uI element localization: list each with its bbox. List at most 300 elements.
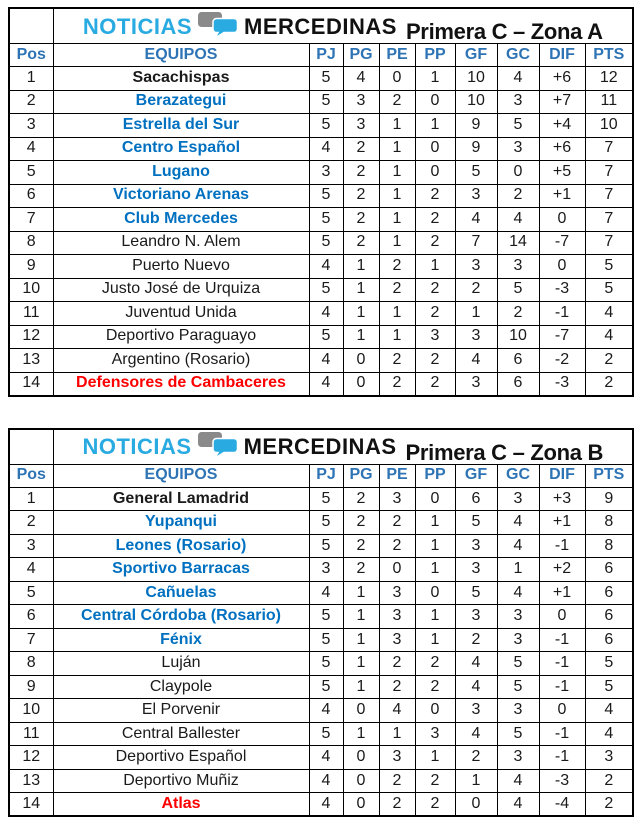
pts-cell: 6 xyxy=(585,628,633,652)
team-name-cell: General Lamadrid xyxy=(53,487,309,511)
pg-cell: 1 xyxy=(343,302,379,326)
pj-cell: 3 xyxy=(309,558,343,582)
pts-cell: 7 xyxy=(585,161,633,185)
pos-cell: 11 xyxy=(9,722,53,746)
gf-cell: 3 xyxy=(455,325,497,349)
standings-row xyxy=(9,67,633,91)
pg-cell: 1 xyxy=(343,581,379,605)
gc-cell: 1 xyxy=(497,558,539,582)
gf-cell: 3 xyxy=(455,699,497,723)
pp-cell: 1 xyxy=(415,67,455,91)
pp-cell: 1 xyxy=(415,534,455,558)
pg-cell: 1 xyxy=(343,325,379,349)
standings-row xyxy=(9,184,633,208)
mercedinas-wordmark: MERCEDINAS xyxy=(243,434,397,460)
standings-row xyxy=(9,349,633,373)
pp-cell: 0 xyxy=(415,90,455,114)
gf-cell: 10 xyxy=(455,90,497,114)
gc-cell: 4 xyxy=(497,793,539,817)
pj-cell: 5 xyxy=(309,722,343,746)
pos-cell: 6 xyxy=(9,605,53,629)
column-header-row xyxy=(9,44,633,67)
pe-cell: 1 xyxy=(379,161,415,185)
pts-cell: 2 xyxy=(585,349,633,373)
pj-cell: 4 xyxy=(309,769,343,793)
gc-cell: 6 xyxy=(497,349,539,373)
banner-row xyxy=(9,429,633,465)
pg-cell: 0 xyxy=(343,349,379,373)
gc-cell: 3 xyxy=(497,746,539,770)
gf-cell: 4 xyxy=(455,722,497,746)
gc-cell: 2 xyxy=(497,184,539,208)
pg-cell: 2 xyxy=(343,161,379,185)
noticias-wordmark: NOTICIAS xyxy=(82,13,193,39)
dif-cell: 0 xyxy=(539,208,585,232)
pp-cell: 1 xyxy=(415,114,455,138)
dif-cell: -3 xyxy=(539,372,585,396)
pts-cell: 2 xyxy=(585,769,633,793)
gf-cell: 3 xyxy=(455,255,497,279)
dif-cell: +2 xyxy=(539,558,585,582)
pts-cell: 11 xyxy=(585,90,633,114)
gc-cell: 5 xyxy=(497,675,539,699)
gc-cell: 3 xyxy=(497,487,539,511)
team-name-cell: Juventud Unida xyxy=(53,302,309,326)
gf-cell: 2 xyxy=(455,746,497,770)
pos-cell: 2 xyxy=(9,90,53,114)
team-name-cell: Justo José de Urquiza xyxy=(53,278,309,302)
column-header-row xyxy=(9,464,633,487)
dif-cell: 0 xyxy=(539,255,585,279)
dif-cell: -1 xyxy=(539,302,585,326)
standings-row xyxy=(9,372,633,396)
pts-cell: 12 xyxy=(585,67,633,91)
pos-cell: 12 xyxy=(9,325,53,349)
team-name-cell: Leandro N. Alem xyxy=(53,231,309,255)
banner-cell xyxy=(53,8,633,44)
banner-row xyxy=(9,8,633,44)
team-name-cell: Centro Español xyxy=(53,137,309,161)
column-header-team: EQUIPOS xyxy=(53,464,309,487)
news-logo xyxy=(83,11,397,42)
gc-cell: 10 xyxy=(497,325,539,349)
gc-cell: 0 xyxy=(497,161,539,185)
team-name-cell: Argentino (Rosario) xyxy=(53,349,309,373)
pj-cell: 5 xyxy=(309,231,343,255)
pts-cell: 5 xyxy=(585,675,633,699)
gf-cell: 4 xyxy=(455,208,497,232)
speech-bubbles-icon xyxy=(197,431,239,462)
pj-cell: 5 xyxy=(309,652,343,676)
pe-cell: 1 xyxy=(379,184,415,208)
banner-cell xyxy=(53,429,633,465)
pe-cell: 2 xyxy=(379,769,415,793)
column-header-pe: PE xyxy=(379,464,415,487)
pos-cell: 3 xyxy=(9,534,53,558)
pe-cell: 3 xyxy=(379,487,415,511)
pe-cell: 2 xyxy=(379,349,415,373)
pts-cell: 3 xyxy=(585,746,633,770)
pts-cell: 10 xyxy=(585,114,633,138)
pp-cell: 0 xyxy=(415,161,455,185)
team-name-cell: Central Ballester xyxy=(53,722,309,746)
zone-title: Primera C – Zona A xyxy=(405,19,603,44)
pos-cell: 1 xyxy=(9,67,53,91)
team-name-cell: Deportivo Español xyxy=(53,746,309,770)
pp-cell: 2 xyxy=(415,793,455,817)
team-name-cell: Claypole xyxy=(53,675,309,699)
gf-cell: 3 xyxy=(455,372,497,396)
pe-cell: 1 xyxy=(379,722,415,746)
pg-cell: 2 xyxy=(343,534,379,558)
column-header-pos: Pos xyxy=(9,464,53,487)
team-name-cell: Sacachispas xyxy=(53,67,309,91)
pg-cell: 2 xyxy=(343,208,379,232)
standings-row xyxy=(9,114,633,138)
pos-cell: 11 xyxy=(9,302,53,326)
pp-cell: 3 xyxy=(415,325,455,349)
team-name-cell: Central Córdoba (Rosario) xyxy=(53,605,309,629)
pts-cell: 6 xyxy=(585,558,633,582)
standings-row xyxy=(9,581,633,605)
pe-cell: 1 xyxy=(379,208,415,232)
pp-cell: 2 xyxy=(415,652,455,676)
dif-cell: -1 xyxy=(539,534,585,558)
pe-cell: 2 xyxy=(379,652,415,676)
pp-cell: 2 xyxy=(415,349,455,373)
dif-cell: -1 xyxy=(539,746,585,770)
team-name-cell: Fénix xyxy=(53,628,309,652)
gc-cell: 4 xyxy=(497,581,539,605)
pts-cell: 8 xyxy=(585,511,633,535)
dif-cell: -1 xyxy=(539,722,585,746)
gf-cell: 3 xyxy=(455,534,497,558)
gf-cell: 4 xyxy=(455,675,497,699)
pos-cell: 1 xyxy=(9,487,53,511)
dif-cell: -1 xyxy=(539,628,585,652)
dif-cell: -1 xyxy=(539,652,585,676)
team-name-cell: Atlas xyxy=(53,793,309,817)
gc-cell: 14 xyxy=(497,231,539,255)
standings-row xyxy=(9,278,633,302)
pts-cell: 5 xyxy=(585,278,633,302)
pts-cell: 4 xyxy=(585,699,633,723)
pe-cell: 2 xyxy=(379,675,415,699)
dif-cell: -3 xyxy=(539,769,585,793)
pg-cell: 2 xyxy=(343,511,379,535)
dif-cell: +7 xyxy=(539,90,585,114)
team-name-cell: Cañuelas xyxy=(53,581,309,605)
gc-cell: 2 xyxy=(497,302,539,326)
column-header-pp: PP xyxy=(415,44,455,67)
news-logo xyxy=(82,431,396,462)
pos-cell: 4 xyxy=(9,558,53,582)
zone-title: Primera C – Zona B xyxy=(405,439,604,465)
dif-cell: +1 xyxy=(539,511,585,535)
dif-cell: +5 xyxy=(539,161,585,185)
gc-cell: 3 xyxy=(497,90,539,114)
dif-cell: -2 xyxy=(539,349,585,373)
gc-cell: 3 xyxy=(497,137,539,161)
pg-cell: 0 xyxy=(343,793,379,817)
pe-cell: 0 xyxy=(379,67,415,91)
pos-cell: 9 xyxy=(9,255,53,279)
pg-cell: 3 xyxy=(343,114,379,138)
column-header-gf: GF xyxy=(455,464,497,487)
team-name-cell: Yupanqui xyxy=(53,511,309,535)
column-header-pts: PTS xyxy=(585,464,633,487)
pp-cell: 2 xyxy=(415,231,455,255)
gf-cell: 5 xyxy=(455,161,497,185)
column-header-pg: PG xyxy=(343,44,379,67)
pj-cell: 5 xyxy=(309,628,343,652)
pe-cell: 1 xyxy=(379,302,415,326)
pe-cell: 1 xyxy=(379,137,415,161)
dif-cell: +4 xyxy=(539,114,585,138)
gf-cell: 3 xyxy=(455,184,497,208)
standings-row xyxy=(9,302,633,326)
gf-cell: 1 xyxy=(455,302,497,326)
gc-cell: 3 xyxy=(497,699,539,723)
gf-cell: 4 xyxy=(455,652,497,676)
pts-cell: 8 xyxy=(585,534,633,558)
team-name-cell: Luján xyxy=(53,652,309,676)
pg-cell: 2 xyxy=(343,231,379,255)
pj-cell: 4 xyxy=(309,255,343,279)
pp-cell: 0 xyxy=(415,487,455,511)
pe-cell: 2 xyxy=(379,278,415,302)
standings-row xyxy=(9,137,633,161)
pts-cell: 5 xyxy=(585,652,633,676)
pp-cell: 1 xyxy=(415,746,455,770)
banner-corner-cell xyxy=(9,8,53,44)
gc-cell: 6 xyxy=(497,372,539,396)
pts-cell: 7 xyxy=(585,184,633,208)
pos-cell: 14 xyxy=(9,793,53,817)
team-name-cell: Berazategui xyxy=(53,90,309,114)
pp-cell: 1 xyxy=(415,558,455,582)
pos-cell: 2 xyxy=(9,511,53,535)
pg-cell: 1 xyxy=(343,722,379,746)
pe-cell: 0 xyxy=(379,558,415,582)
pts-cell: 4 xyxy=(585,302,633,326)
standings-row xyxy=(9,208,633,232)
team-name-cell: Puerto Nuevo xyxy=(53,255,309,279)
pe-cell: 2 xyxy=(379,372,415,396)
pp-cell: 2 xyxy=(415,278,455,302)
standings-row xyxy=(9,675,633,699)
standings-row xyxy=(9,534,633,558)
gc-cell: 4 xyxy=(497,769,539,793)
pos-cell: 9 xyxy=(9,675,53,699)
gc-cell: 4 xyxy=(497,67,539,91)
column-header-dif: DIF xyxy=(539,464,585,487)
pg-cell: 2 xyxy=(343,184,379,208)
team-name-cell: Deportivo Paraguayo xyxy=(53,325,309,349)
team-name-cell: Leones (Rosario) xyxy=(53,534,309,558)
pts-cell: 4 xyxy=(585,325,633,349)
pe-cell: 1 xyxy=(379,114,415,138)
pos-cell: 12 xyxy=(9,746,53,770)
standings-table-zona-a xyxy=(8,7,634,397)
pj-cell: 4 xyxy=(309,372,343,396)
pj-cell: 5 xyxy=(309,114,343,138)
pp-cell: 0 xyxy=(415,699,455,723)
pe-cell: 1 xyxy=(379,325,415,349)
dif-cell: +1 xyxy=(539,581,585,605)
pg-cell: 1 xyxy=(343,605,379,629)
pj-cell: 5 xyxy=(309,325,343,349)
pj-cell: 5 xyxy=(309,487,343,511)
pos-cell: 10 xyxy=(9,699,53,723)
pos-cell: 4 xyxy=(9,137,53,161)
pj-cell: 5 xyxy=(309,675,343,699)
pj-cell: 5 xyxy=(309,605,343,629)
gf-cell: 3 xyxy=(455,605,497,629)
pj-cell: 4 xyxy=(309,793,343,817)
pts-cell: 7 xyxy=(585,231,633,255)
standings-row xyxy=(9,746,633,770)
pp-cell: 2 xyxy=(415,372,455,396)
gf-cell: 5 xyxy=(455,581,497,605)
gc-cell: 5 xyxy=(497,652,539,676)
dif-cell: +6 xyxy=(539,67,585,91)
pg-cell: 0 xyxy=(343,746,379,770)
pj-cell: 5 xyxy=(309,278,343,302)
gf-cell: 3 xyxy=(455,558,497,582)
standings-row xyxy=(9,793,633,817)
dif-cell: -7 xyxy=(539,325,585,349)
team-name-cell: Estrella del Sur xyxy=(53,114,309,138)
standings-table-zona-b xyxy=(8,428,634,818)
mercedinas-wordmark: MERCEDINAS xyxy=(244,13,397,39)
pj-cell: 3 xyxy=(309,161,343,185)
pg-cell: 0 xyxy=(343,769,379,793)
gf-cell: 0 xyxy=(455,793,497,817)
pg-cell: 2 xyxy=(343,558,379,582)
gc-cell: 4 xyxy=(497,511,539,535)
pj-cell: 5 xyxy=(309,184,343,208)
gc-cell: 5 xyxy=(497,722,539,746)
column-header-pe: PE xyxy=(379,44,415,67)
pp-cell: 1 xyxy=(415,605,455,629)
gf-cell: 7 xyxy=(455,231,497,255)
team-name-cell: El Porvenir xyxy=(53,699,309,723)
pts-cell: 2 xyxy=(585,372,633,396)
pos-cell: 10 xyxy=(9,278,53,302)
dif-cell: -4 xyxy=(539,793,585,817)
standings-row xyxy=(9,628,633,652)
standings-row xyxy=(9,90,633,114)
gf-cell: 9 xyxy=(455,137,497,161)
team-name-cell: Club Mercedes xyxy=(53,208,309,232)
pp-cell: 3 xyxy=(415,722,455,746)
standings-row xyxy=(9,487,633,511)
pe-cell: 3 xyxy=(379,605,415,629)
pp-cell: 2 xyxy=(415,769,455,793)
pos-cell: 8 xyxy=(9,231,53,255)
pos-cell: 13 xyxy=(9,349,53,373)
team-name-cell: Sportivo Barracas xyxy=(53,558,309,582)
dif-cell: +1 xyxy=(539,184,585,208)
standings-row xyxy=(9,255,633,279)
standings-row xyxy=(9,161,633,185)
pg-cell: 4 xyxy=(343,67,379,91)
pg-cell: 2 xyxy=(343,137,379,161)
dif-cell: -1 xyxy=(539,675,585,699)
gc-cell: 3 xyxy=(497,628,539,652)
pg-cell: 0 xyxy=(343,372,379,396)
pos-cell: 5 xyxy=(9,161,53,185)
pg-cell: 2 xyxy=(343,487,379,511)
gf-cell: 6 xyxy=(455,487,497,511)
pp-cell: 2 xyxy=(415,675,455,699)
pe-cell: 2 xyxy=(379,511,415,535)
pg-cell: 0 xyxy=(343,699,379,723)
pp-cell: 1 xyxy=(415,255,455,279)
pts-cell: 2 xyxy=(585,793,633,817)
pp-cell: 2 xyxy=(415,208,455,232)
banner-corner-cell xyxy=(9,429,53,465)
standings-row xyxy=(9,231,633,255)
pos-cell: 8 xyxy=(9,652,53,676)
standings-row xyxy=(9,605,633,629)
dif-cell: -3 xyxy=(539,278,585,302)
pe-cell: 3 xyxy=(379,581,415,605)
pp-cell: 2 xyxy=(415,184,455,208)
pts-cell: 4 xyxy=(585,722,633,746)
pe-cell: 2 xyxy=(379,793,415,817)
column-header-team: EQUIPOS xyxy=(53,44,309,67)
pj-cell: 4 xyxy=(309,746,343,770)
pts-cell: 5 xyxy=(585,255,633,279)
pg-cell: 1 xyxy=(343,628,379,652)
gc-cell: 5 xyxy=(497,278,539,302)
pp-cell: 0 xyxy=(415,581,455,605)
gc-cell: 3 xyxy=(497,605,539,629)
pj-cell: 4 xyxy=(309,349,343,373)
dif-cell: +3 xyxy=(539,487,585,511)
pg-cell: 3 xyxy=(343,90,379,114)
column-header-gc: GC xyxy=(497,44,539,67)
pos-cell: 5 xyxy=(9,581,53,605)
pos-cell: 6 xyxy=(9,184,53,208)
standings-row xyxy=(9,699,633,723)
column-header-pg: PG xyxy=(343,464,379,487)
pj-cell: 5 xyxy=(309,90,343,114)
pe-cell: 2 xyxy=(379,90,415,114)
pj-cell: 5 xyxy=(309,67,343,91)
standings-row xyxy=(9,325,633,349)
pe-cell: 1 xyxy=(379,231,415,255)
standings-row xyxy=(9,652,633,676)
pj-cell: 5 xyxy=(309,208,343,232)
pj-cell: 5 xyxy=(309,534,343,558)
pp-cell: 2 xyxy=(415,302,455,326)
pos-cell: 7 xyxy=(9,208,53,232)
speech-bubbles-icon xyxy=(197,11,239,42)
team-name-cell: Victoriano Arenas xyxy=(53,184,309,208)
pp-cell: 0 xyxy=(415,137,455,161)
pts-cell: 9 xyxy=(585,487,633,511)
team-name-cell: Defensores de Cambaceres xyxy=(53,372,309,396)
pos-cell: 14 xyxy=(9,372,53,396)
column-header-pp: PP xyxy=(415,464,455,487)
pe-cell: 4 xyxy=(379,699,415,723)
pos-cell: 13 xyxy=(9,769,53,793)
pp-cell: 1 xyxy=(415,511,455,535)
pj-cell: 4 xyxy=(309,581,343,605)
